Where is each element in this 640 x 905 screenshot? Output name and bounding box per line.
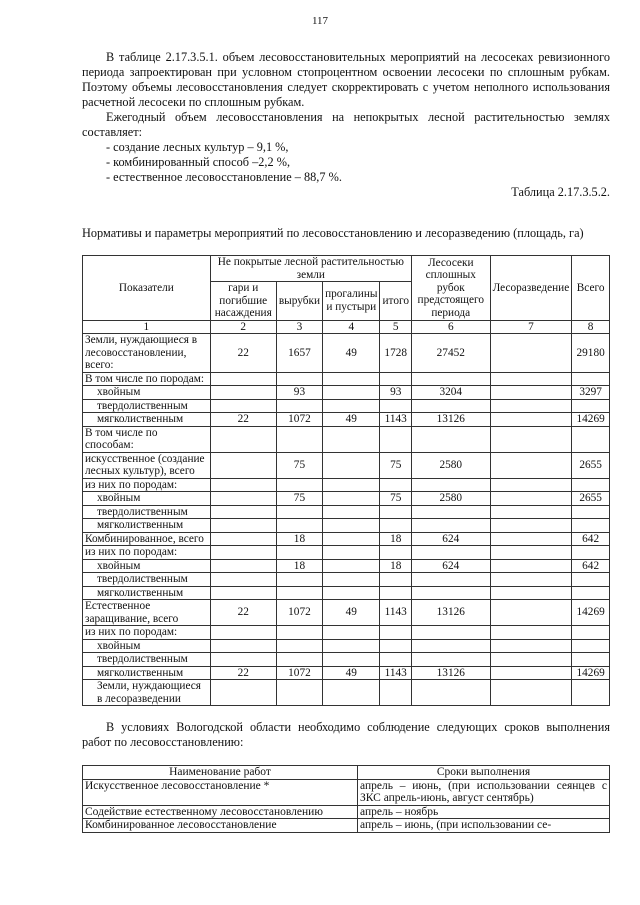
cell-value — [490, 492, 572, 506]
cell-value — [380, 653, 411, 667]
table-row — [83, 626, 610, 640]
header-all: Всего — [572, 256, 610, 321]
column-number: 7 — [490, 320, 572, 334]
cell-value: 49 — [323, 413, 380, 427]
table-row — [83, 519, 610, 533]
cell-value — [210, 626, 276, 640]
cell-value — [323, 399, 380, 413]
cell-value — [380, 586, 411, 600]
row-label: хвойным — [83, 492, 211, 506]
table-row — [83, 586, 610, 600]
cell-work: Искусственное лесовосстановление * — [83, 779, 358, 805]
cell-value — [210, 573, 276, 587]
cell-value — [210, 532, 276, 546]
cell-value — [490, 573, 572, 587]
cell-value — [490, 680, 572, 706]
cell-value: 1072 — [276, 600, 322, 626]
cell-value — [380, 519, 411, 533]
cell-value — [323, 372, 380, 386]
cell-value: 1728 — [380, 334, 411, 373]
cell-value: 2655 — [572, 492, 610, 506]
cell-value — [323, 386, 380, 400]
cell-value: 642 — [572, 532, 610, 546]
row-label: Земли, нуждающиеся в лесовосстановлении, всего: — [83, 334, 211, 373]
table-row — [83, 492, 610, 506]
cell-value — [276, 546, 322, 560]
cell-value — [323, 532, 380, 546]
cell-value — [276, 519, 322, 533]
cell-value — [411, 573, 490, 587]
cell-value: 49 — [323, 666, 380, 680]
cell-value — [210, 680, 276, 706]
cell-value — [572, 478, 610, 492]
column-number: 6 — [411, 320, 490, 334]
cell-value: 1072 — [276, 413, 322, 427]
cell-value: 75 — [276, 452, 322, 478]
list-item: - естественное лесовосстановление – 88,7 %. — [106, 170, 342, 184]
header-work: Наименование работ — [83, 766, 358, 780]
cell-value — [490, 519, 572, 533]
cell-value — [323, 426, 380, 452]
cell-value — [323, 680, 380, 706]
table-caption: Нормативы и параметры мероприятий по лесовосстановлению и лесоразведению (площадь, га) — [82, 226, 584, 240]
header-uncovered: Не покрытые лесной растительностью земли — [210, 256, 411, 282]
header-afforestation: Лесоразведение — [490, 256, 572, 321]
cell-value — [276, 680, 322, 706]
cell-value — [490, 546, 572, 560]
cell-value — [572, 626, 610, 640]
row-label: Земли, нуждающиеся в лесоразведении — [83, 680, 211, 706]
row-label: мягколиственным — [83, 666, 211, 680]
cell-value — [411, 546, 490, 560]
cell-value — [490, 478, 572, 492]
cell-value — [490, 505, 572, 519]
row-label: из них по породам: — [83, 546, 211, 560]
cell-value — [490, 334, 572, 373]
paragraph: Ежегодный объем лесовосстановления на непокрытых лесной растительностью землях составляет: — [82, 110, 610, 139]
table-number: Таблица 2.17.3.5.2. — [511, 185, 610, 199]
table-row — [83, 532, 610, 546]
row-label: В том числе по способам: — [83, 426, 211, 452]
cell-value — [276, 653, 322, 667]
cell-value — [380, 680, 411, 706]
row-label: мягколиственным — [83, 519, 211, 533]
cell-value — [572, 372, 610, 386]
cell-value: 29180 — [572, 334, 610, 373]
cell-value: 18 — [276, 532, 322, 546]
cell-value: 14269 — [572, 413, 610, 427]
cell-value — [380, 626, 411, 640]
cell-value — [323, 653, 380, 667]
table-row — [83, 666, 610, 680]
row-label: твердолиственным — [83, 573, 211, 587]
cell-value — [490, 426, 572, 452]
cell-value — [276, 505, 322, 519]
cell-value — [490, 372, 572, 386]
cell-value: 1143 — [380, 666, 411, 680]
cell-value: 624 — [411, 559, 490, 573]
cell-value — [411, 653, 490, 667]
row-label: Комбинированное, всего — [83, 532, 211, 546]
cell-value — [210, 559, 276, 573]
cell-value — [572, 426, 610, 452]
cell-work: Содействие естественному лесовосстановлению — [83, 805, 358, 819]
cell-value: 22 — [210, 334, 276, 373]
header-terms: Сроки выполнения — [358, 766, 610, 780]
cell-value: 2580 — [411, 492, 490, 506]
header-cut: вырубки — [276, 282, 322, 321]
cell-value: 14269 — [572, 600, 610, 626]
row-label: мягколиственным — [83, 413, 211, 427]
table-row — [83, 779, 610, 805]
cell-value — [490, 413, 572, 427]
column-number: 1 — [83, 320, 211, 334]
cell-value: 22 — [210, 666, 276, 680]
cell-value — [276, 586, 322, 600]
cell-value: 624 — [411, 532, 490, 546]
cell-value — [411, 639, 490, 653]
table-row — [83, 426, 610, 452]
cell-value — [380, 546, 411, 560]
reforestation-table — [82, 255, 610, 706]
cell-value: 75 — [380, 492, 411, 506]
cell-value — [210, 639, 276, 653]
cell-value — [490, 666, 572, 680]
table-row — [83, 372, 610, 386]
cell-value — [411, 680, 490, 706]
cell-value — [380, 478, 411, 492]
table-row — [83, 505, 610, 519]
cell-value — [210, 426, 276, 452]
cell-value — [572, 573, 610, 587]
row-label: из них по породам: — [83, 478, 211, 492]
cell-value: 2580 — [411, 452, 490, 478]
cell-value — [323, 639, 380, 653]
table-row — [83, 413, 610, 427]
row-label: мягколиственным — [83, 586, 211, 600]
table-row — [83, 680, 610, 706]
cell-value — [411, 505, 490, 519]
row-label: хвойным — [83, 386, 211, 400]
cell-value: 1072 — [276, 666, 322, 680]
cell-value — [210, 452, 276, 478]
table-row — [83, 559, 610, 573]
row-label: хвойным — [83, 639, 211, 653]
column-number: 4 — [323, 320, 380, 334]
cell-value — [411, 626, 490, 640]
cell-value — [490, 386, 572, 400]
column-number: 8 — [572, 320, 610, 334]
paragraph: В таблице 2.17.3.5.1. объем лесовосстановительных мероприятий на лесосеках ревизионного периода запроектирован при условном стопроцентном освоении лесосеки по сплошным рубкам. Поэтому объемы лесовосстановления следует скорректировать с учетом неполного использования расчетной лесосеки по сплошным рубкам. — [82, 50, 610, 109]
cell-value — [490, 600, 572, 626]
cell-value — [572, 653, 610, 667]
cell-value — [490, 639, 572, 653]
list-item: - комбинированный способ –2,2 %, — [106, 155, 291, 169]
table-row — [83, 819, 610, 833]
cell-value: 13126 — [411, 413, 490, 427]
column-number: 3 — [276, 320, 322, 334]
table-row — [83, 399, 610, 413]
cell-value — [323, 626, 380, 640]
cell-value — [323, 546, 380, 560]
cell-value — [490, 586, 572, 600]
table-row — [83, 546, 610, 560]
cell-value — [210, 519, 276, 533]
cell-value — [411, 478, 490, 492]
row-label: искусственное (создание лесных культур), всего — [83, 452, 211, 478]
cell-value — [380, 399, 411, 413]
cell-value — [411, 426, 490, 452]
cell-value: 3297 — [572, 386, 610, 400]
cell-value — [210, 586, 276, 600]
cell-value — [276, 372, 322, 386]
row-label: из них по породам: — [83, 626, 211, 640]
cell-value: 3204 — [411, 386, 490, 400]
cell-value — [572, 519, 610, 533]
cell-value — [380, 505, 411, 519]
cell-value: 49 — [323, 334, 380, 373]
page-number: 117 — [311, 15, 329, 27]
cell-value: 18 — [276, 559, 322, 573]
cell-terms: апрель – ноябрь — [358, 805, 610, 819]
cell-value: 642 — [572, 559, 610, 573]
cell-value — [210, 386, 276, 400]
cell-value — [380, 573, 411, 587]
cell-value — [210, 492, 276, 506]
cell-value — [276, 626, 322, 640]
cell-value — [210, 478, 276, 492]
cell-value — [210, 399, 276, 413]
cell-value: 93 — [380, 386, 411, 400]
cell-value — [490, 452, 572, 478]
cell-value — [572, 586, 610, 600]
header-glades: прогалины и пустыри — [323, 282, 380, 321]
header-clearcut: Лесосеки сплошных рубок предстоящего периода — [411, 256, 490, 321]
cell-value: 75 — [276, 492, 322, 506]
cell-value — [411, 399, 490, 413]
cell-value — [572, 680, 610, 706]
cell-value: 1657 — [276, 334, 322, 373]
cell-value — [210, 546, 276, 560]
cell-value — [380, 426, 411, 452]
table-row — [83, 653, 610, 667]
cell-value — [572, 505, 610, 519]
cell-value: 75 — [380, 452, 411, 478]
table-row — [83, 573, 610, 587]
header-burned: гари и погибшие насаждения — [210, 282, 276, 321]
cell-value: 22 — [210, 600, 276, 626]
cell-value: 22 — [210, 413, 276, 427]
cell-value — [490, 626, 572, 640]
cell-value — [210, 505, 276, 519]
cell-value — [323, 519, 380, 533]
cell-value: 1143 — [380, 600, 411, 626]
row-label: твердолиственным — [83, 399, 211, 413]
cell-value — [490, 559, 572, 573]
row-label: В том числе по породам: — [83, 372, 211, 386]
cell-value — [323, 573, 380, 587]
cell-value — [411, 519, 490, 533]
row-label: твердолиственным — [83, 653, 211, 667]
cell-value — [210, 653, 276, 667]
cell-value — [276, 399, 322, 413]
cell-terms: апрель – июнь, (при использовании се- — [358, 819, 610, 833]
cell-value — [276, 478, 322, 492]
table-row — [83, 639, 610, 653]
cell-value: 13126 — [411, 666, 490, 680]
table-row — [83, 452, 610, 478]
row-label: твердолиственным — [83, 505, 211, 519]
row-label: Естественное заращивание, всего — [83, 600, 211, 626]
header-indicators: Показатели — [83, 256, 211, 321]
cell-value — [323, 559, 380, 573]
cell-value — [323, 492, 380, 506]
cell-value — [323, 452, 380, 478]
paragraph: В условиях Вологодской области необходимо соблюдение следующих сроков выполнения работ по лесовосстановлению: — [82, 720, 610, 749]
cell-value — [411, 586, 490, 600]
column-number: 5 — [380, 320, 411, 334]
cell-value — [323, 478, 380, 492]
body-text — [82, 50, 610, 200]
cell-value: 2655 — [572, 452, 610, 478]
cell-value — [323, 586, 380, 600]
cell-value — [490, 653, 572, 667]
cell-value: 1143 — [380, 413, 411, 427]
cell-value — [323, 505, 380, 519]
cell-value — [490, 532, 572, 546]
table-row — [83, 334, 610, 373]
cell-value — [411, 372, 490, 386]
table-row — [83, 478, 610, 492]
cell-value — [276, 573, 322, 587]
cell-value: 13126 — [411, 600, 490, 626]
cell-value — [572, 546, 610, 560]
table-row — [83, 805, 610, 819]
cell-value — [380, 372, 411, 386]
cell-value — [380, 639, 411, 653]
cell-terms: апрель – июнь, (при использовании сеянцев с ЗКС апрель-июнь, август сентябрь) — [358, 779, 610, 805]
cell-work: Комбинированное лесовосстановление — [83, 819, 358, 833]
cell-value: 18 — [380, 532, 411, 546]
list-item: - создание лесных культур – 9,1 %, — [106, 140, 289, 154]
column-number: 2 — [210, 320, 276, 334]
cell-value: 49 — [323, 600, 380, 626]
cell-value: 18 — [380, 559, 411, 573]
table-row — [83, 386, 610, 400]
cell-value: 14269 — [572, 666, 610, 680]
cell-value: 93 — [276, 386, 322, 400]
cell-value: 27452 — [411, 334, 490, 373]
work-terms-table — [82, 765, 610, 833]
cell-value — [490, 399, 572, 413]
header-total: итого — [380, 282, 411, 321]
cell-value — [572, 399, 610, 413]
cell-value — [572, 639, 610, 653]
row-label: хвойным — [83, 559, 211, 573]
cell-value — [276, 639, 322, 653]
cell-value — [276, 426, 322, 452]
cell-value — [210, 372, 276, 386]
table-row — [83, 600, 610, 626]
